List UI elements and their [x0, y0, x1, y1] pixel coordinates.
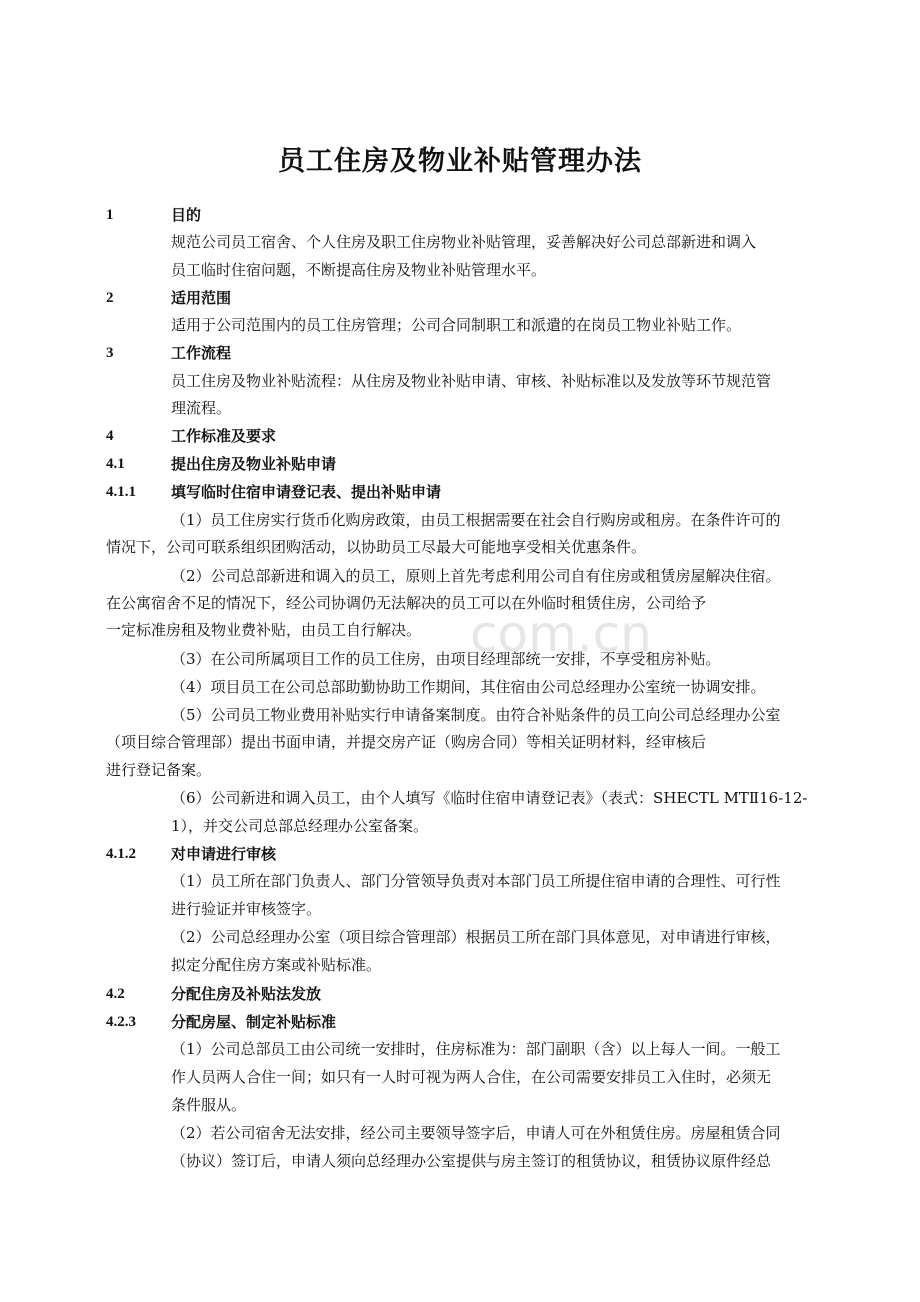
body-line: 员工临时住宿问题，不断提高住房及物业补贴管理水平。 — [171, 261, 547, 279]
watermark: com.cn — [470, 605, 652, 663]
body-line: （1）员工住房实行货币化购房政策，由员工根据需要在社会自行购房或租房。在条件许可的 — [171, 511, 781, 529]
body-line: （2）公司总经理办公室（项目综合管理部）根据员工所在部门具体意见，对申请进行审核， — [171, 928, 781, 946]
section-heading: 适用范围 — [171, 289, 232, 307]
section-number: 2 — [106, 290, 114, 306]
body-line: 进行登记备案。 — [106, 761, 212, 779]
body-line: （6）公司新进和调入员工，由个人填写《临时住宿申请登记表》（表式：SHECTL MTⅡ16-12- — [171, 789, 808, 807]
body-line: （协议）签订后，申请人须向总经理办公室提供与房主签订的租赁协议，租赁协议原件经总 — [171, 1152, 772, 1170]
body-line: 理流程。 — [171, 399, 232, 417]
body-line: 拟定分配住房方案或补贴标准。 — [171, 956, 382, 974]
section-number: 4.1.1 — [106, 484, 136, 500]
section-number: 4.1 — [106, 456, 125, 472]
section-number: 3 — [106, 345, 114, 361]
body-line: （5）公司员工物业费用补贴实行申请备案制度。由符合补贴条件的员工向公司总经理办公室 — [171, 706, 781, 724]
section-number: 1 — [106, 207, 114, 223]
body-line: （1）公司总部员工由公司统一安排时，住房标准为：部门副职（含）以上每人一间。一般工 — [171, 1040, 781, 1058]
body-line: （1）员工所在部门负责人、部门分管领导负责对本部门员工所提住宿申请的合理性、可行性 — [171, 872, 781, 890]
body-line: （2）公司总部新进和调入的员工，原则上首先考虑利用公司自有住房或租赁房屋解决住宿。 — [171, 567, 781, 585]
section-heading: 对申请进行审核 — [171, 845, 277, 863]
body-line: 作人员两人合住一间；如只有一人时可视为两人合住，在公司需要安排员工入住时，必须无 — [171, 1068, 772, 1086]
section-number: 4.1.2 — [106, 846, 136, 862]
section-heading: 填写临时住宿申请登记表、提出补贴申请 — [171, 483, 442, 501]
section-number: 4 — [106, 428, 114, 444]
body-line: 员工住房及物业补贴流程：从住房及物业补贴申请、审核、补贴标准以及发放等环节规范管 — [171, 372, 772, 390]
body-line: （4）项目员工在公司总部助勤协助工作期间，其住宿由公司总经理办公室统一协调安排。 — [171, 678, 766, 696]
body-line: 进行验证并审核签字。 — [171, 900, 322, 918]
body-line: 情况下，公司可联系组织团购活动，以协助员工尽最大可能地享受相关优惠条件。 — [106, 538, 647, 556]
section-heading: 工作标准及要求 — [171, 427, 277, 445]
body-line: （3）在公司所属项目工作的员工住房，由项目经理部统一安排，不享受租房补贴。 — [171, 650, 721, 668]
body-line: （项目综合管理部）提出书面申请，并提交房产证（购房合同）等相关证明材料，经审核后 — [106, 733, 707, 751]
body-line: 规范公司员工宿舍、个人住房及职工住房物业补贴管理，妥善解决好公司总部新进和调入 — [171, 233, 757, 251]
body-line: 1），并交公司总部总经理办公室备案。 — [171, 817, 429, 835]
body-line: 条件服从。 — [171, 1096, 247, 1114]
body-line: （2）若公司宿舍无法安排，经公司主要领导签字后，申请人可在外租赁住房。房屋租赁合同 — [171, 1124, 781, 1142]
section-heading: 提出住房及物业补贴申请 — [171, 455, 337, 473]
section-heading: 工作流程 — [171, 344, 232, 362]
body-line: 在公寓宿舍不足的情况下，经公司协调仍无法解决的员工可以在外临时租赁住房，公司给予 — [106, 594, 707, 612]
section-heading: 分配住房及补贴法发放 — [171, 985, 322, 1003]
section-number: 4.2 — [106, 986, 125, 1002]
body-line: 一定标准房租及物业费补贴，由员工自行解决。 — [106, 621, 422, 639]
document-title: 员工住房及物业补贴管理办法 — [278, 146, 642, 177]
section-heading: 分配房屋、制定补贴标准 — [171, 1013, 337, 1031]
section-heading: 目的 — [171, 206, 202, 224]
body-line: 适用于公司范围内的员工住房管理；公司合同制职工和派遣的在岗员工物业补贴工作。 — [171, 316, 742, 334]
section-number: 4.2.3 — [106, 1014, 136, 1030]
